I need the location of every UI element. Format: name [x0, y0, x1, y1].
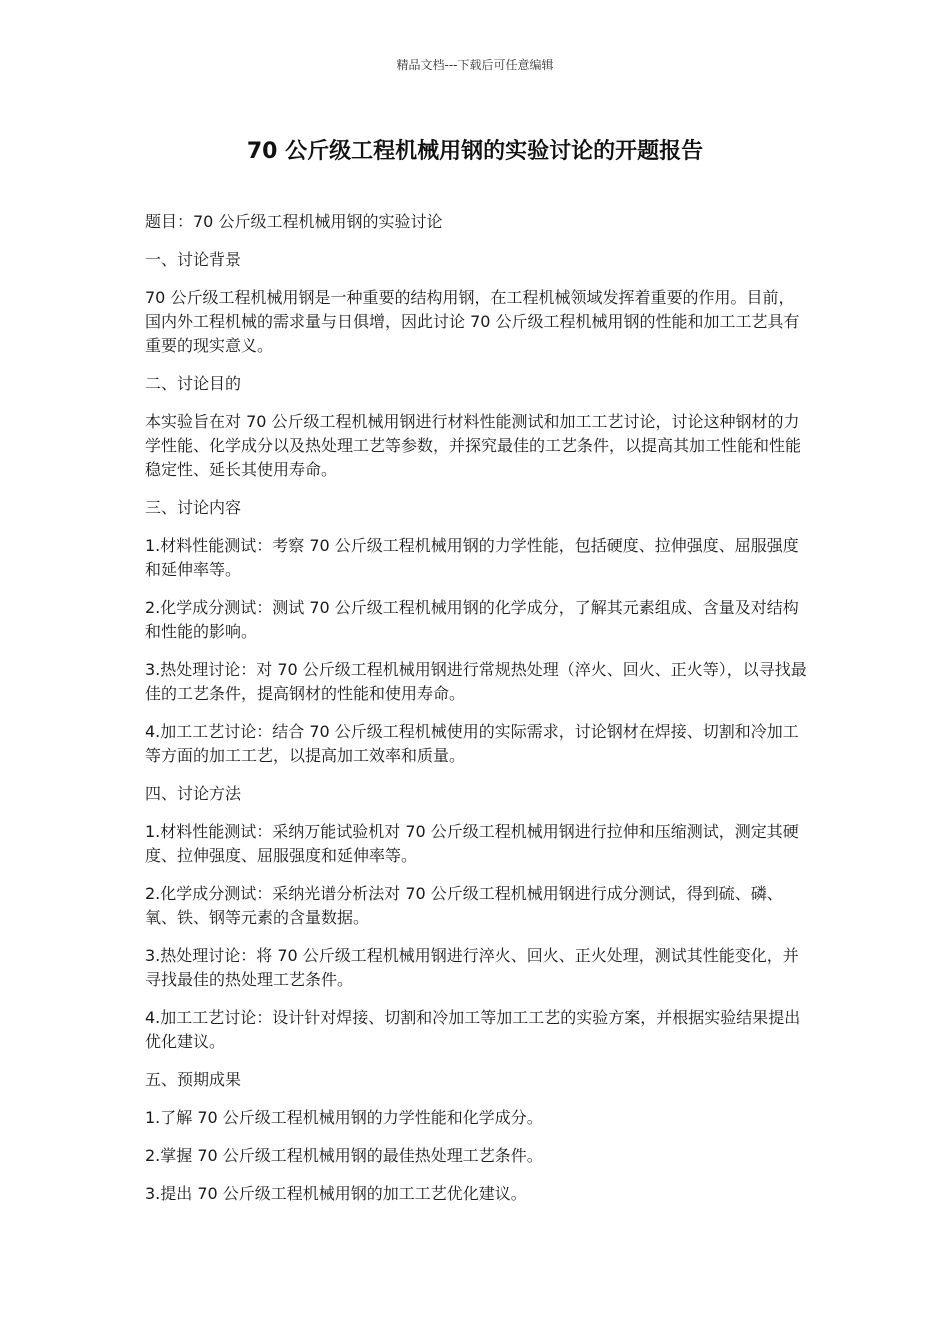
- method-item: 2.化学成分测试：采纳光谱分析法对 70 公斤级工程机械用钢进行成分测试，得到硫、磷、氧、铁、钢等元素的含量数据。: [145, 884, 783, 927]
- content-item: 2.化学成分测试：测试 70 公斤级工程机械用钢的化学成分，了解其元素组成、含量及对结构和性能的影响。: [145, 598, 799, 641]
- method-item: 4.加工工艺讨论：设计针对焊接、切割和冷加工等加工工艺的实验方案，并根据实验结果提出优化建议。: [145, 1008, 801, 1051]
- section-heading-methods: 四、讨论方法: [145, 784, 242, 803]
- page-header-note: 精品文档---下载后可任意编辑: [396, 58, 554, 72]
- section-heading-purpose: 二、讨论目的: [145, 374, 242, 393]
- purpose-paragraph: 本实验旨在对 70 公斤级工程机械用钢进行材料性能测试和加工工艺讨论，讨论这种钢材的力学性能、化学成分以及热处理工艺等参数，并探究最佳的工艺条件，以提高其加工性能和性能稳定性、延长其使用寿命。: [145, 412, 802, 479]
- section-heading-background: 一、讨论背景: [145, 250, 242, 269]
- method-item: 1.材料性能测试：采纳万能试验机对 70 公斤级工程机械用钢进行拉伸和压缩测试，测定其硬度、拉伸强度、屈服强度和延伸率等。: [145, 822, 799, 865]
- content-item: 1.材料性能测试：考察 70 公斤级工程机械用钢的力学性能，包括硬度、拉伸强度、屈服强度和延伸率等。: [145, 536, 799, 579]
- outcome-item: 2.掌握 70 公斤级工程机械用钢的最佳热处理工艺条件。: [145, 1146, 543, 1165]
- section-heading-outcomes: 五、预期成果: [145, 1070, 242, 1089]
- section-heading-content: 三、讨论内容: [145, 498, 242, 517]
- content-item: 3.热处理讨论：对 70 公斤级工程机械用钢进行常规热处理（淬火、回火、正火等），以寻找最佳的工艺条件，提高钢材的性能和使用寿命。: [145, 660, 807, 703]
- background-paragraph: 70 公斤级工程机械用钢是一种重要的结构用钢，在工程机械领域发挥着重要的作用。目前，国内外工程机械的需求量与日俱增，因此讨论 70 公斤级工程机械用钢的性能和加工工艺具有重要的现实意义。: [145, 288, 800, 355]
- topic-line: 题目：70 公斤级工程机械用钢的实验讨论: [145, 212, 443, 231]
- outcome-item: 3.提出 70 公斤级工程机械用钢的加工工艺优化建议。: [145, 1184, 527, 1203]
- method-item: 3.热处理讨论：将 70 公斤级工程机械用钢进行淬火、回火、正火处理，测试其性能变化，并寻找最佳的热处理工艺条件。: [145, 946, 799, 989]
- document-title: 70 公斤级工程机械用钢的实验讨论的开题报告: [246, 139, 704, 164]
- content-item: 4.加工工艺讨论：结合 70 公斤级工程机械使用的实际需求，讨论钢材在焊接、切割和冷加工等方面的加工工艺，以提高加工效率和质量。: [145, 722, 799, 765]
- document-body: [145, 210, 810, 1220]
- outcome-item: 1.了解 70 公斤级工程机械用钢的力学性能和化学成分。: [145, 1108, 543, 1127]
